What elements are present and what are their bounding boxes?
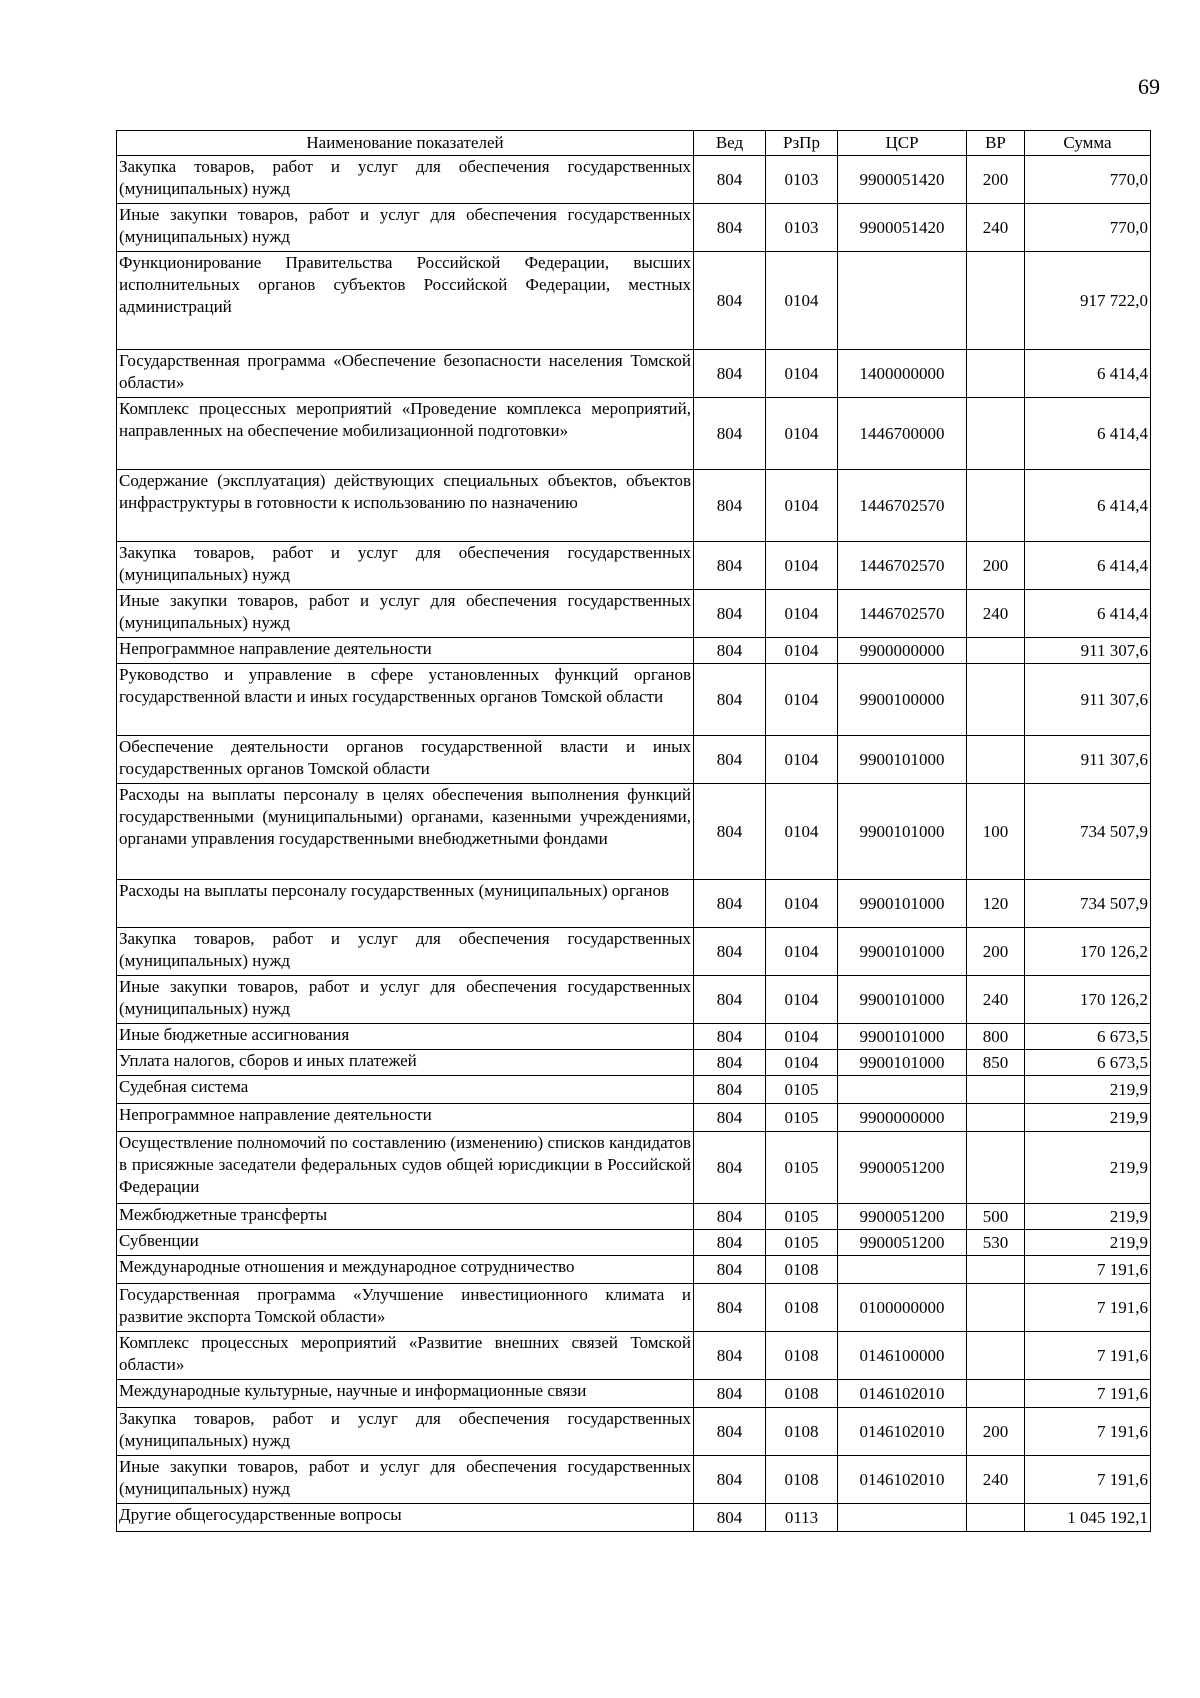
cell-sum: 770,0 [1025, 156, 1151, 204]
cell-csr: 9900101000 [838, 736, 967, 784]
cell-rzpr: 0104 [766, 976, 838, 1024]
cell-name: Иные закупки товаров, работ и услуг для обеспечения государственных (муниципальных) нужд [117, 590, 694, 638]
table-row [117, 976, 1151, 1024]
budget-table [116, 130, 1151, 1532]
cell-vr [967, 638, 1025, 664]
cell-name: Руководство и управление в сфере установленных функций органов государственной власти и иных государственных органов Томской области [117, 664, 694, 736]
cell-ved: 804 [694, 470, 766, 542]
cell-ved: 804 [694, 590, 766, 638]
cell-sum: 911 307,6 [1025, 736, 1151, 784]
cell-ved: 804 [694, 1024, 766, 1050]
cell-rzpr: 0108 [766, 1284, 838, 1332]
cell-csr: 1446700000 [838, 398, 967, 470]
cell-sum: 911 307,6 [1025, 638, 1151, 664]
table-row [117, 784, 1151, 880]
cell-name: Содержание (эксплуатация) действующих специальных объектов, объектов инфраструктуры в готовности к использованию по назначению [117, 470, 694, 542]
cell-vr [967, 1284, 1025, 1332]
table-row [117, 1504, 1151, 1532]
table-header-row [117, 131, 1151, 156]
header-vr: ВР [967, 131, 1025, 156]
cell-rzpr: 0105 [766, 1204, 838, 1230]
cell-sum: 219,9 [1025, 1132, 1151, 1204]
cell-ved: 804 [694, 1332, 766, 1380]
cell-csr: 0146102010 [838, 1380, 967, 1408]
cell-rzpr: 0103 [766, 204, 838, 252]
cell-name: Иные бюджетные ассигнования [117, 1024, 694, 1050]
cell-vr [967, 470, 1025, 542]
header-csr: ЦСР [838, 131, 967, 156]
cell-vr: 240 [967, 1456, 1025, 1504]
cell-csr [838, 252, 967, 350]
cell-ved: 804 [694, 252, 766, 350]
cell-rzpr: 0104 [766, 664, 838, 736]
cell-name: Комплекс процессных мероприятий «Развитие внешних связей Томской области» [117, 1332, 694, 1380]
table-row [117, 1132, 1151, 1204]
cell-csr: 1400000000 [838, 350, 967, 398]
cell-name: Закупка товаров, работ и услуг для обеспечения государственных (муниципальных) нужд [117, 542, 694, 590]
cell-sum: 170 126,2 [1025, 976, 1151, 1024]
cell-name: Другие общегосударственные вопросы [117, 1504, 694, 1532]
cell-csr: 9900101000 [838, 784, 967, 880]
cell-csr: 0146102010 [838, 1408, 967, 1456]
table-row [117, 1104, 1151, 1132]
table-row [117, 1024, 1151, 1050]
cell-sum: 917 722,0 [1025, 252, 1151, 350]
cell-ved: 804 [694, 638, 766, 664]
table-row [117, 470, 1151, 542]
cell-sum: 6 414,4 [1025, 590, 1151, 638]
cell-ved: 804 [694, 1050, 766, 1076]
cell-vr: 240 [967, 976, 1025, 1024]
cell-csr: 9900101000 [838, 928, 967, 976]
cell-vr [967, 1132, 1025, 1204]
cell-sum: 219,9 [1025, 1204, 1151, 1230]
cell-vr [967, 1104, 1025, 1132]
cell-name: Иные закупки товаров, работ и услуг для обеспечения государственных (муниципальных) нужд [117, 1456, 694, 1504]
cell-ved: 804 [694, 1284, 766, 1332]
cell-rzpr: 0104 [766, 1050, 838, 1076]
cell-vr [967, 1332, 1025, 1380]
cell-csr [838, 1256, 967, 1284]
cell-ved: 804 [694, 398, 766, 470]
cell-vr: 240 [967, 204, 1025, 252]
cell-vr: 200 [967, 928, 1025, 976]
cell-ved: 804 [694, 1132, 766, 1204]
cell-csr: 9900101000 [838, 1024, 967, 1050]
cell-name: Иные закупки товаров, работ и услуг для обеспечения государственных (муниципальных) нужд [117, 976, 694, 1024]
page-number: 69 [1138, 74, 1160, 99]
header-name: Наименование показателей [117, 131, 694, 156]
cell-sum: 219,9 [1025, 1230, 1151, 1256]
cell-csr: 9900051420 [838, 156, 967, 204]
cell-ved: 804 [694, 784, 766, 880]
cell-rzpr: 0108 [766, 1380, 838, 1408]
cell-vr: 800 [967, 1024, 1025, 1050]
header-ved: Вед [694, 131, 766, 156]
cell-name: Государственная программа «Улучшение инвестиционного климата и развитие экспорта Томской области» [117, 1284, 694, 1332]
cell-vr: 240 [967, 590, 1025, 638]
cell-vr: 200 [967, 1408, 1025, 1456]
table-row [117, 880, 1151, 928]
cell-rzpr: 0104 [766, 880, 838, 928]
cell-name: Межбюджетные трансферты [117, 1204, 694, 1230]
table-row [117, 638, 1151, 664]
cell-csr: 9900051200 [838, 1204, 967, 1230]
cell-rzpr: 0113 [766, 1504, 838, 1532]
cell-ved: 804 [694, 928, 766, 976]
cell-sum: 6 414,4 [1025, 470, 1151, 542]
table-body [117, 156, 1151, 1532]
table-row [117, 252, 1151, 350]
cell-sum: 770,0 [1025, 204, 1151, 252]
cell-sum: 7 191,6 [1025, 1408, 1151, 1456]
cell-rzpr: 0104 [766, 736, 838, 784]
cell-vr [967, 1076, 1025, 1104]
cell-sum: 734 507,9 [1025, 784, 1151, 880]
cell-name: Международные отношения и международное сотрудничество [117, 1256, 694, 1284]
cell-rzpr: 0104 [766, 470, 838, 542]
cell-vr: 200 [967, 156, 1025, 204]
cell-ved: 804 [694, 204, 766, 252]
table-row [117, 204, 1151, 252]
cell-rzpr: 0104 [766, 638, 838, 664]
cell-csr: 9900000000 [838, 638, 967, 664]
cell-ved: 804 [694, 736, 766, 784]
cell-csr: 0100000000 [838, 1284, 967, 1332]
cell-vr [967, 1256, 1025, 1284]
table-row [117, 156, 1151, 204]
cell-csr [838, 1504, 967, 1532]
cell-rzpr: 0105 [766, 1104, 838, 1132]
cell-ved: 804 [694, 542, 766, 590]
cell-name: Расходы на выплаты персоналу государственных (муниципальных) органов [117, 880, 694, 928]
cell-sum: 6 414,4 [1025, 350, 1151, 398]
cell-ved: 804 [694, 1104, 766, 1132]
cell-name: Осуществление полномочий по составлению (изменению) списков кандидатов в присяжные заседатели федеральных судов общей юрисдикции в Российской Федерации [117, 1132, 694, 1204]
cell-csr: 9900101000 [838, 1050, 967, 1076]
cell-ved: 804 [694, 664, 766, 736]
cell-vr: 200 [967, 542, 1025, 590]
cell-name: Комплекс процессных мероприятий «Проведение комплекса мероприятий, направленных на обеспечение мобилизационной подготовки» [117, 398, 694, 470]
cell-sum: 7 191,6 [1025, 1332, 1151, 1380]
cell-vr [967, 252, 1025, 350]
cell-ved: 804 [694, 1076, 766, 1104]
cell-csr: 9900051200 [838, 1132, 967, 1204]
cell-csr: 9900000000 [838, 1104, 967, 1132]
cell-vr: 530 [967, 1230, 1025, 1256]
table-row [117, 542, 1151, 590]
cell-ved: 804 [694, 156, 766, 204]
table-row [117, 1332, 1151, 1380]
table-row [117, 1050, 1151, 1076]
cell-vr [967, 350, 1025, 398]
cell-name: Иные закупки товаров, работ и услуг для обеспечения государственных (муниципальных) нужд [117, 204, 694, 252]
cell-ved: 804 [694, 1204, 766, 1230]
table-row [117, 1284, 1151, 1332]
cell-rzpr: 0105 [766, 1132, 838, 1204]
cell-csr: 0146100000 [838, 1332, 967, 1380]
cell-vr [967, 1380, 1025, 1408]
cell-csr: 9900051420 [838, 204, 967, 252]
cell-ved: 804 [694, 976, 766, 1024]
cell-name: Закупка товаров, работ и услуг для обеспечения государственных (муниципальных) нужд [117, 1408, 694, 1456]
cell-sum: 7 191,6 [1025, 1256, 1151, 1284]
cell-sum: 6 673,5 [1025, 1024, 1151, 1050]
table-row [117, 1408, 1151, 1456]
cell-name: Судебная система [117, 1076, 694, 1104]
cell-vr [967, 398, 1025, 470]
cell-sum: 6 414,4 [1025, 398, 1151, 470]
cell-rzpr: 0104 [766, 398, 838, 470]
cell-name: Закупка товаров, работ и услуг для обеспечения государственных (муниципальных) нужд [117, 928, 694, 976]
cell-sum: 6 414,4 [1025, 542, 1151, 590]
cell-vr [967, 1504, 1025, 1532]
cell-vr: 500 [967, 1204, 1025, 1230]
cell-csr [838, 1076, 967, 1104]
cell-rzpr: 0104 [766, 542, 838, 590]
cell-name: Функционирование Правительства Российской Федерации, высших исполнительных органов субъектов Российской Федерации, местных администраций [117, 252, 694, 350]
cell-sum: 734 507,9 [1025, 880, 1151, 928]
cell-vr: 850 [967, 1050, 1025, 1076]
cell-name: Международные культурные, научные и информационные связи [117, 1380, 694, 1408]
cell-rzpr: 0104 [766, 252, 838, 350]
cell-sum: 219,9 [1025, 1076, 1151, 1104]
table-row [117, 1204, 1151, 1230]
cell-ved: 804 [694, 1380, 766, 1408]
cell-rzpr: 0108 [766, 1456, 838, 1504]
cell-name: Государственная программа «Обеспечение безопасности населения Томской области» [117, 350, 694, 398]
cell-ved: 804 [694, 880, 766, 928]
cell-csr: 9900101000 [838, 976, 967, 1024]
cell-name: Обеспечение деятельности органов государственной власти и иных государственных органов Томской области [117, 736, 694, 784]
table-row [117, 1076, 1151, 1104]
cell-vr [967, 736, 1025, 784]
header-rzpr: РзПр [766, 131, 838, 156]
cell-rzpr: 0104 [766, 350, 838, 398]
table-row [117, 664, 1151, 736]
cell-rzpr: 0103 [766, 156, 838, 204]
cell-sum: 219,9 [1025, 1104, 1151, 1132]
cell-vr: 120 [967, 880, 1025, 928]
cell-rzpr: 0104 [766, 784, 838, 880]
cell-csr: 0146102010 [838, 1456, 967, 1504]
cell-rzpr: 0105 [766, 1076, 838, 1104]
table-row [117, 928, 1151, 976]
cell-rzpr: 0104 [766, 590, 838, 638]
cell-rzpr: 0108 [766, 1256, 838, 1284]
cell-ved: 804 [694, 1504, 766, 1532]
cell-vr [967, 664, 1025, 736]
cell-csr: 9900051200 [838, 1230, 967, 1256]
cell-vr: 100 [967, 784, 1025, 880]
cell-ved: 804 [694, 1408, 766, 1456]
table-row [117, 398, 1151, 470]
cell-sum: 911 307,6 [1025, 664, 1151, 736]
table-row [117, 1380, 1151, 1408]
cell-name: Уплата налогов, сборов и иных платежей [117, 1050, 694, 1076]
cell-ved: 804 [694, 1230, 766, 1256]
cell-rzpr: 0104 [766, 1024, 838, 1050]
cell-sum: 170 126,2 [1025, 928, 1151, 976]
cell-sum: 6 673,5 [1025, 1050, 1151, 1076]
cell-rzpr: 0104 [766, 928, 838, 976]
cell-name: Закупка товаров, работ и услуг для обеспечения государственных (муниципальных) нужд [117, 156, 694, 204]
header-sum: Сумма [1025, 131, 1151, 156]
table-row [117, 1456, 1151, 1504]
cell-rzpr: 0105 [766, 1230, 838, 1256]
cell-ved: 804 [694, 1256, 766, 1284]
cell-name: Субвенции [117, 1230, 694, 1256]
cell-name: Непрограммное направление деятельности [117, 1104, 694, 1132]
cell-ved: 804 [694, 1456, 766, 1504]
table-row [117, 1256, 1151, 1284]
table-row [117, 1230, 1151, 1256]
cell-sum: 7 191,6 [1025, 1456, 1151, 1504]
cell-sum: 7 191,6 [1025, 1284, 1151, 1332]
cell-csr: 1446702570 [838, 542, 967, 590]
table-row [117, 590, 1151, 638]
cell-rzpr: 0108 [766, 1408, 838, 1456]
cell-csr: 9900101000 [838, 880, 967, 928]
cell-name: Расходы на выплаты персоналу в целях обеспечения выполнения функций государственными (муниципальными) органами, казенными учреждениями, органами управления государственными внебюджетными фондами [117, 784, 694, 880]
table-row [117, 350, 1151, 398]
cell-sum: 1 045 192,1 [1025, 1504, 1151, 1532]
cell-sum: 7 191,6 [1025, 1380, 1151, 1408]
cell-rzpr: 0108 [766, 1332, 838, 1380]
cell-ved: 804 [694, 350, 766, 398]
cell-csr: 1446702570 [838, 470, 967, 542]
cell-csr: 1446702570 [838, 590, 967, 638]
table-row [117, 736, 1151, 784]
cell-name: Непрограммное направление деятельности [117, 638, 694, 664]
cell-csr: 9900100000 [838, 664, 967, 736]
